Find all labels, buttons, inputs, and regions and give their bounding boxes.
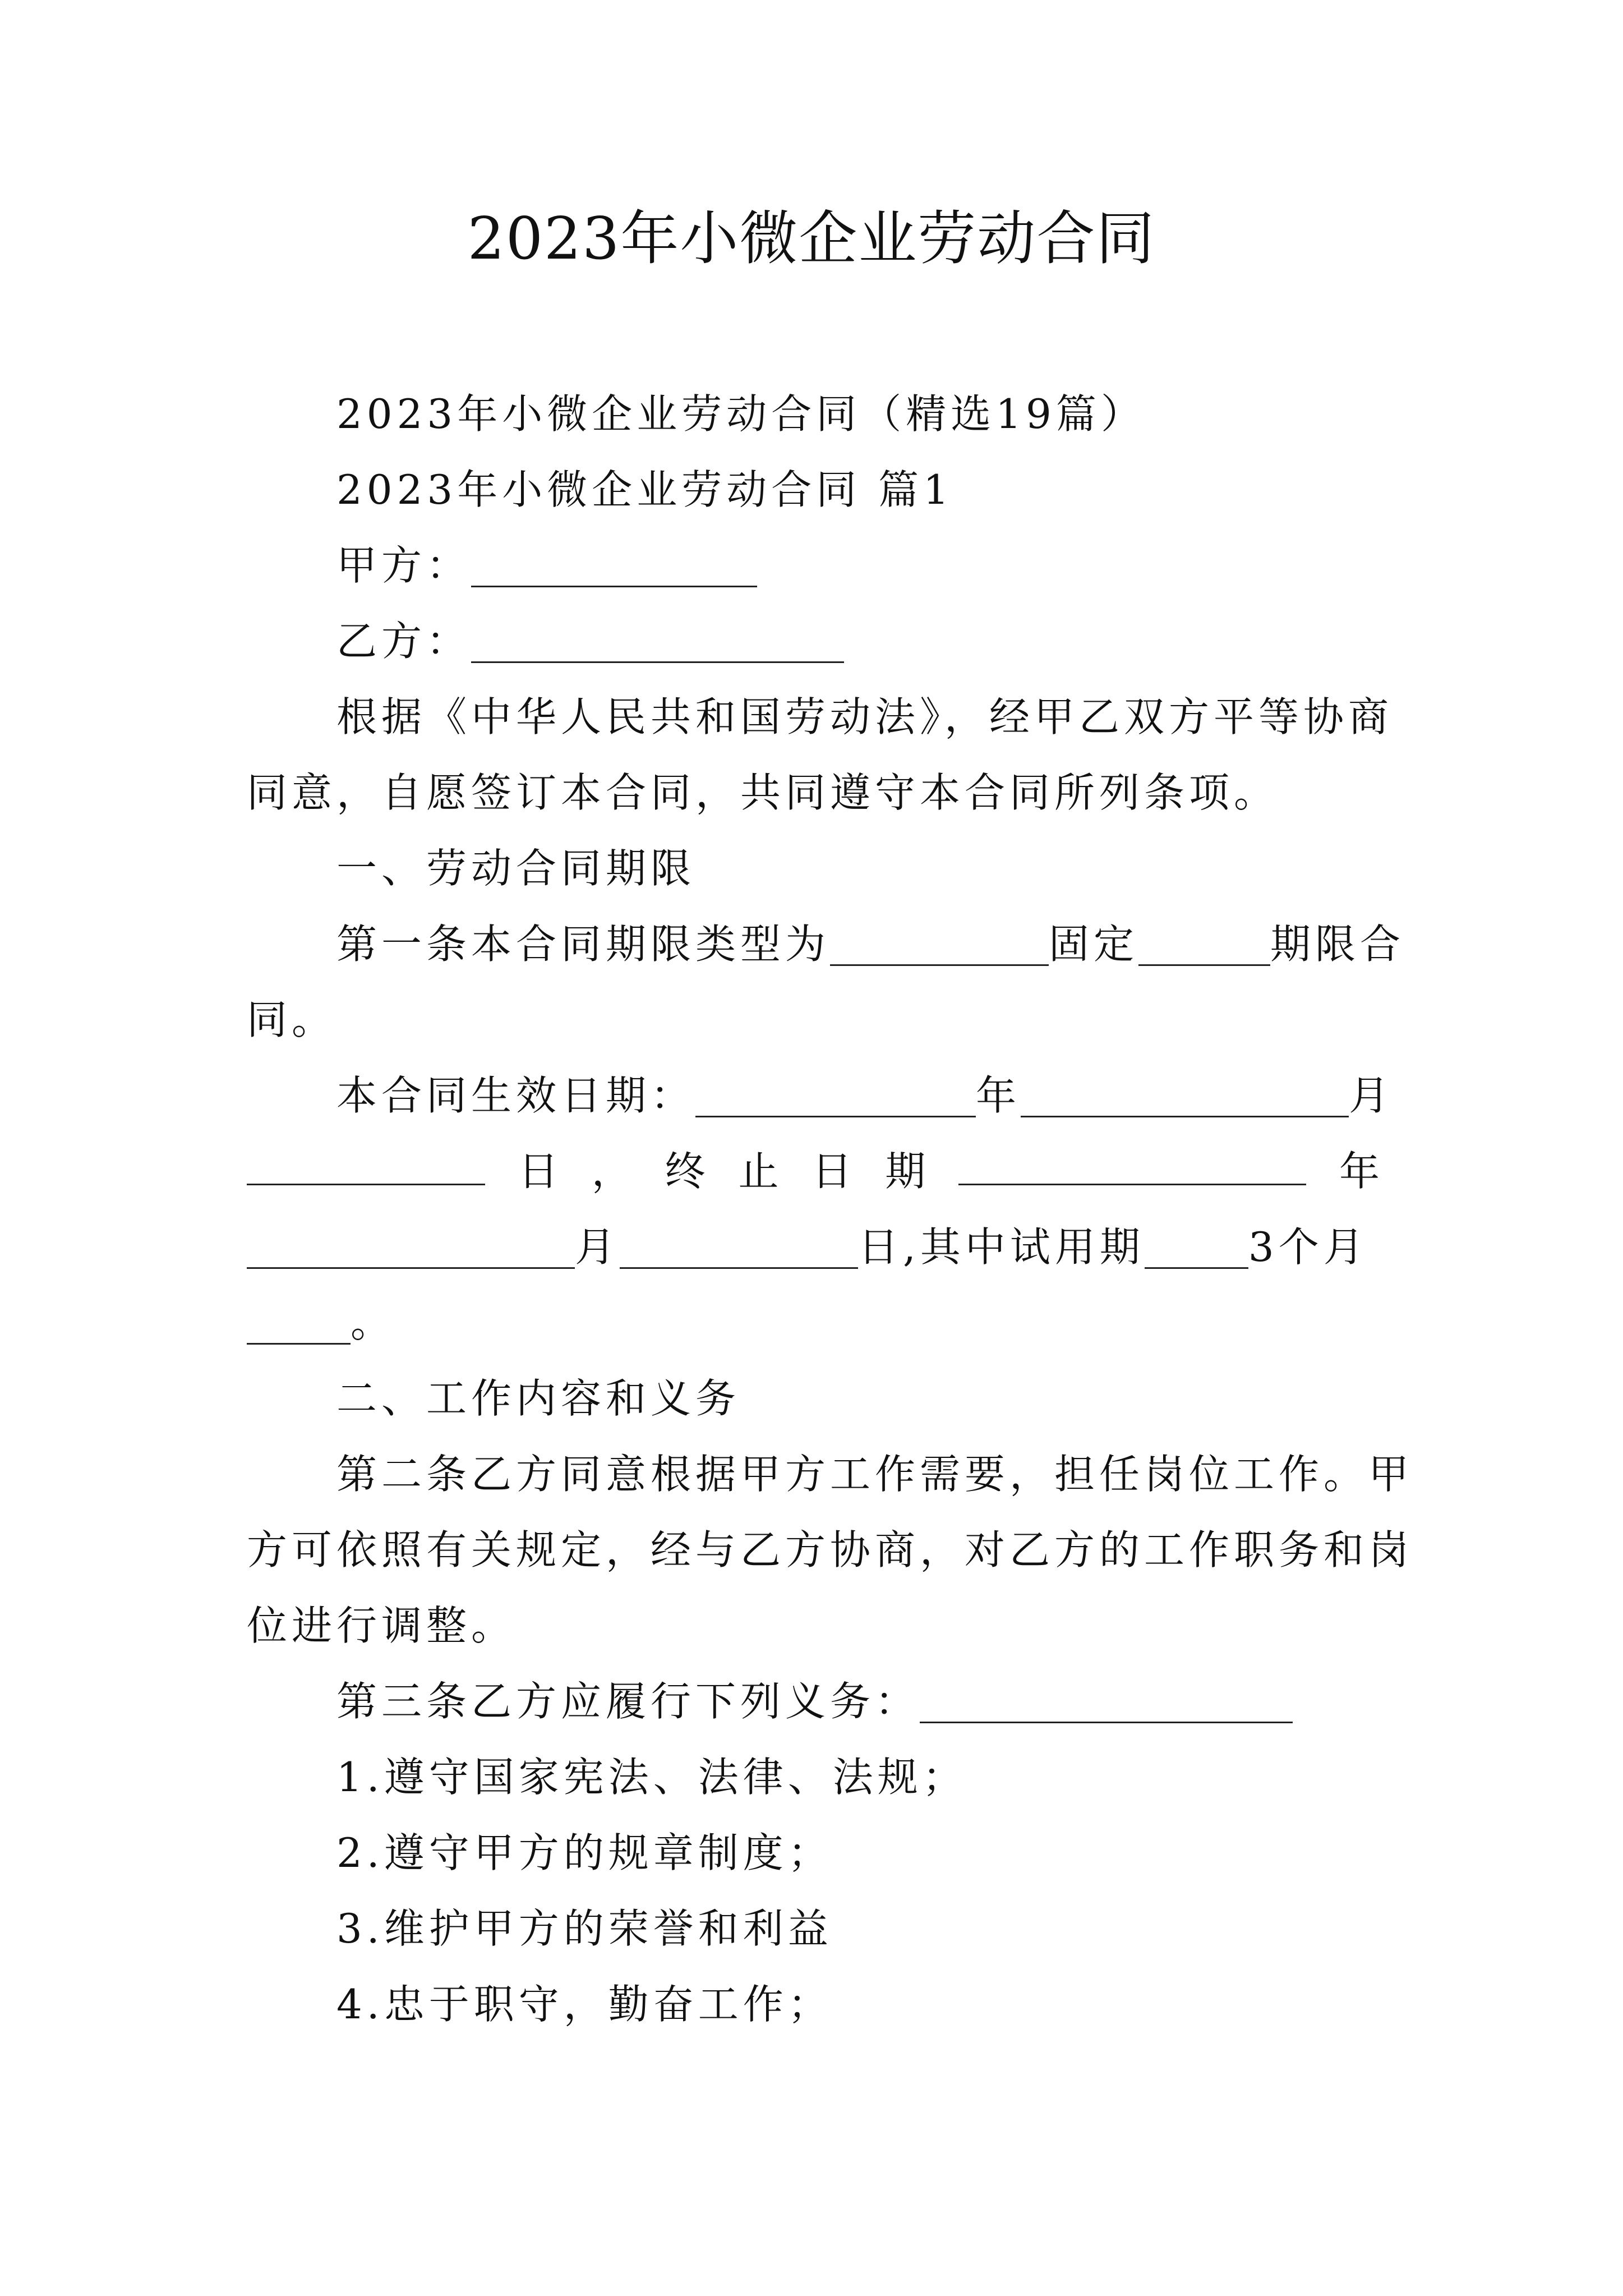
section-2-heading: 二、工作内容和义务 [336, 1375, 741, 1422]
article-2-line-3: 位进行调整。 [247, 1602, 517, 1649]
article-2-line-1: 第二条乙方同意根据甲方工作需要，担任岗位工作。甲 [336, 1451, 1414, 1498]
duty-item-1: 1.遵守国家宪法、法律、法规； [336, 1754, 967, 1801]
party-b-line [336, 613, 844, 669]
chapter-heading: 2023年小微企业劳动合同 篇1 [336, 466, 953, 513]
party-a-blank [471, 546, 757, 587]
end-year-blank [958, 1144, 1306, 1185]
probation-value: 3个月 [1248, 1223, 1368, 1271]
end-date-char-4: 期 [885, 1148, 926, 1195]
article-3-text: 第三条乙方应履行下列义务： [336, 1678, 920, 1725]
end-date-line [247, 1143, 1380, 1199]
probation-line-2 [247, 1295, 395, 1351]
effective-date-line [336, 1068, 1394, 1124]
probation-line [247, 1219, 1368, 1275]
duty-item-3: 3.维护甲方的荣誉和利益 [336, 1905, 833, 1952]
duty-item-2: 2.遵守甲方的规章制度； [336, 1829, 833, 1876]
party-a-label: 甲方： [336, 542, 472, 589]
probation-blank-2 [247, 1304, 351, 1345]
preamble-line-1: 根据《中华人民共和国劳动法》，经甲乙双方平等协商 [336, 693, 1394, 740]
end-year-unit: 年 [1339, 1148, 1380, 1195]
term-type-blank-before [830, 925, 1049, 966]
article-1-line-2: 同。 [247, 996, 337, 1043]
end-month-blank [247, 1228, 575, 1269]
start-month-unit: 月 [1349, 1072, 1394, 1119]
article-1-text-end: 期限合 [1270, 921, 1405, 968]
term-type-value: 固定 [1049, 921, 1139, 968]
collection-subtitle: 2023年小微企业劳动合同（精选19篇） [336, 390, 1146, 438]
end-date-char-2: 止 [738, 1148, 779, 1195]
end-day-blank [620, 1228, 858, 1269]
section-1-heading: 一、劳动合同期限 [336, 845, 696, 892]
end-date-char-3: 日 [811, 1148, 852, 1195]
article-3-blank [920, 1682, 1293, 1723]
probation-blank [1145, 1228, 1248, 1269]
start-year-blank [695, 1076, 976, 1117]
start-year-unit: 年 [976, 1072, 1021, 1119]
preamble-line-2: 同意，自愿签订本合同，共同遵守本合同所列条项。 [247, 769, 1279, 816]
end-date-char-1: 终 [665, 1148, 706, 1195]
start-day-unit: 日 [518, 1148, 559, 1195]
party-a-line [336, 537, 757, 593]
duty-item-4: 4.忠于职守，勤奋工作； [336, 1981, 833, 2028]
start-month-blank [1021, 1076, 1349, 1117]
start-day-blank [247, 1144, 485, 1185]
article-1-text: 第一条本合同期限类型为 [336, 921, 831, 968]
term-type-blank-after [1138, 925, 1270, 966]
article-3-line [336, 1673, 1293, 1729]
probation-end-mark: 。 [351, 1299, 396, 1346]
article-2-line-2: 方可依照有关规定，经与乙方协商，对乙方的工作职务和岗 [247, 1526, 1414, 1573]
effective-date-label: 本合同生效日期： [336, 1072, 696, 1119]
party-b-blank [471, 622, 844, 663]
party-b-label: 乙方： [336, 618, 472, 665]
article-1-line [336, 916, 1405, 972]
end-month-unit: 月 [575, 1223, 620, 1271]
end-date-comma: ， [591, 1148, 632, 1195]
probation-label: 日,其中试用期 [858, 1223, 1145, 1271]
document-title: 2023年小微企业劳动合同 [467, 204, 1156, 273]
